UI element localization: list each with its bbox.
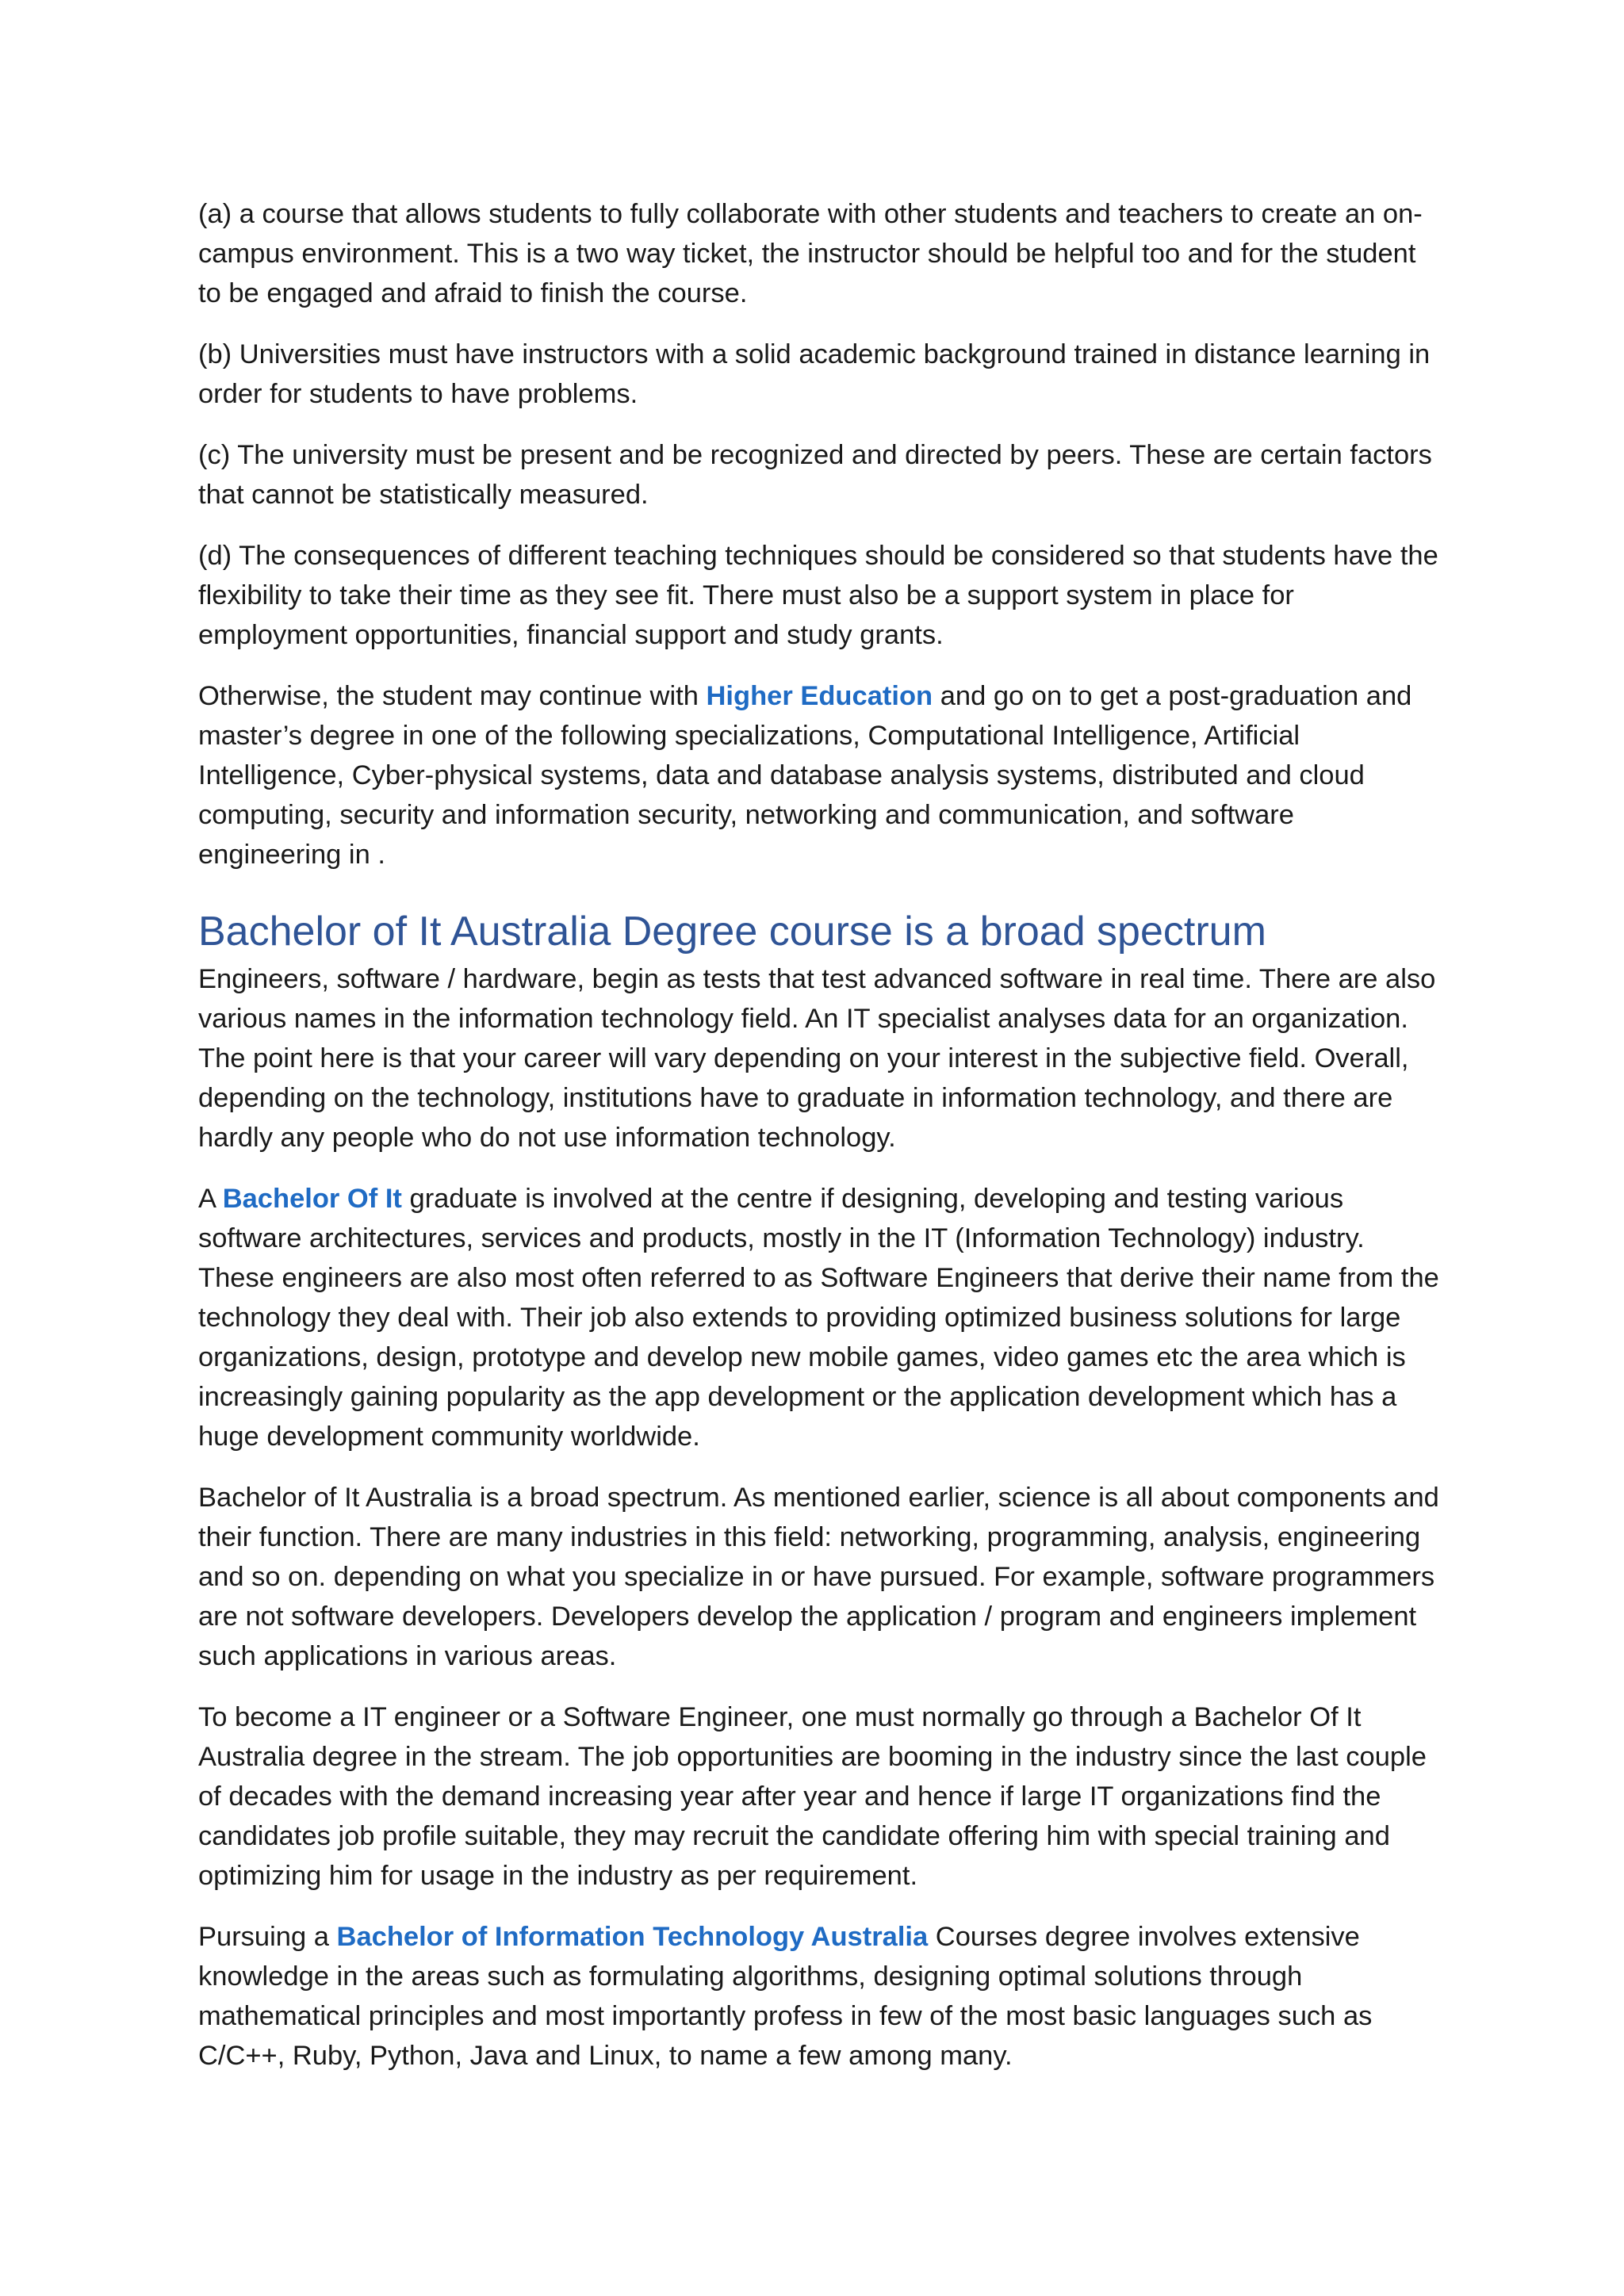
paragraph-become: To become a IT engineer or a Software Engineer, one must normally go through a Bachelor Of It Australia degree in the stream. The job opportunities are booming in the industry since the last couple of decades with the demand increasing year after year and hence if large IT organizations find the candidates job profile suitable, they may recruit the candidate offering him with special training and optimizing him for usage in the industry as per requirement. — [198, 1702, 1427, 1891]
text-run: Pursuing a — [198, 1922, 337, 1952]
paragraph-d: (d) The consequences of different teaching techniques should be considered so that students have the flexibility to take their time as they see fit. There must also be a support system in place for employment opportunities, financial support and study grants. — [198, 541, 1438, 650]
text-run: Otherwise, the student may continue with — [198, 681, 707, 711]
higher-education-link[interactable]: Higher Education — [706, 681, 933, 711]
text-run: graduate is involved at the centre if designing, developing and testing various software architectures, services and products, mostly in the IT (Information Technology) industry. These engineers are also most often referred to as Software Engineers that derive their name from the technology they deal with. Their job also extends to providing optimized business solutions for large organizations, design, prototype and develop new mobile games, video games etc the area which is increasingly gaining popularity as the app development or the application development which has a huge development community worldwide. — [198, 1184, 1439, 1452]
paragraph-pursuing — [198, 1917, 1443, 2076]
paragraph-a: (a) a course that allows students to fully collaborate with other students and teachers to create an on-campus environment. This is a two way ticket, the instructor should be helpful too and for the student to be engaged and afraid to finish the course. — [198, 199, 1423, 308]
paragraph-graduate — [198, 1179, 1443, 1456]
paragraph-b: (b) Universities must have instructors with a solid academic background trained in distance learning in order for students to have problems. — [198, 339, 1431, 409]
section-heading: Bachelor of It Australia Degree course is a broad spectrum — [198, 909, 1266, 955]
bachelor-of-information-technology-link[interactable]: Bachelor of Information Technology Australia — [336, 1922, 929, 1952]
paragraph-spectrum: Bachelor of It Australia is a broad spectrum. As mentioned earlier, science is all about components and their function. There are many industries in this field: networking, programming, analysis, engineering and so on. depending on what you specialize in or have pursued. For example, software programmers are not software developers. Developers develop the application / program and engineers implement such applications in various areas. — [198, 1483, 1439, 1671]
text-run: and go on to get a post-graduation and master’s degree in one of the following specializations, Computational Intelligence, Artificial Intelligence, Cyber-physical systems, data and database analysis systems, distributed and cloud computing, security and information security, networking and communication, and software engineering in . — [198, 681, 1412, 870]
paragraph-c: (c) The university must be present and be recognized and directed by peers. These are certain factors that cannot be statistically measured. — [198, 440, 1432, 510]
text-run: Courses degree involves extensive knowledge in the areas such as formulating algorithms, designing optimal solutions through mathematical principles and most importantly profess in few of the most basic languages such as C/C++, Ruby, Python, Java and Linux, to name a few among many. — [198, 1922, 1373, 2071]
paragraph-otherwise — [198, 676, 1443, 874]
text-run: A — [198, 1184, 223, 1214]
document-page — [198, 194, 1443, 2097]
bachelor-of-it-link[interactable]: Bachelor Of It — [222, 1184, 402, 1214]
paragraph-engineers: Engineers, software / hardware, begin as tests that test advanced software in real time. There are also various names in the information technology field. An IT specialist analyses data for an organization. The point here is that your career will vary depending on your interest in the subjective field. Overall, depending on the technology, institutions have to graduate in information technology, and there are hardly any people who do not use information technology. — [198, 964, 1436, 1153]
